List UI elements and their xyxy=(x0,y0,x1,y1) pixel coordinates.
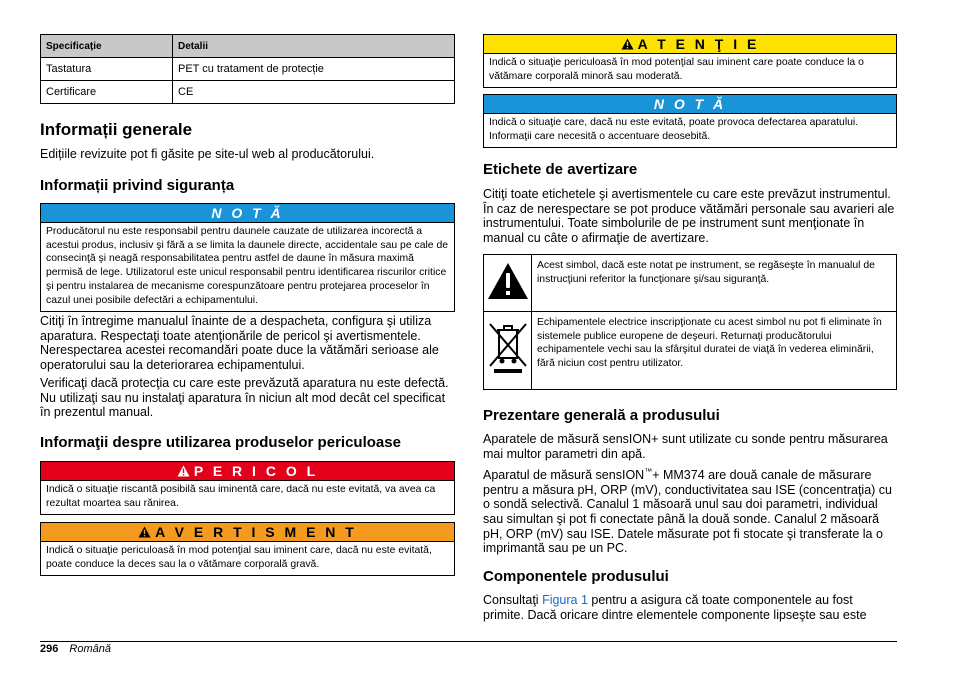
warning-triangle-icon xyxy=(487,262,529,300)
figure-link[interactable]: Figura 1 xyxy=(542,593,588,607)
avertisment-label: A V E R T I S M E N T xyxy=(155,524,357,540)
safety-paragraph: Verificaţi dacă protecţia cu care este prevăzută aparatura nu este defectă. Nu utilizaţi sau nu instalaţi aparatura în niciun alt mod decât cel specificat în prezentul manual. xyxy=(40,376,449,420)
page-footer xyxy=(40,643,111,655)
left-column xyxy=(40,34,455,634)
pericol-text: Indică o situaţie riscantă posibilă sau iminentă care, dacă nu este evitată, va avea ca rezultat moartea sau rănirea. xyxy=(46,484,436,509)
avertisment-box xyxy=(40,522,455,576)
footer-divider xyxy=(40,641,897,642)
spec-table-header xyxy=(41,35,455,58)
warning-triangle-icon xyxy=(138,526,151,538)
spec-cell: PET cu tratament de protecție xyxy=(173,58,455,81)
warning-triangle-icon xyxy=(621,38,634,50)
pericol-header xyxy=(41,462,454,481)
atentie-box xyxy=(483,34,897,88)
symbol-description: Echipamentele electrice inscripţionate cu acest simbol nu pot fi eliminate în sistemele publice europene de deşeuri. Returnaţi producătorului echipamentele vechi sau la sfârşitul duratei de viaţă în vederea eliminării, fără niciun cost pentru utilizator. xyxy=(532,312,897,390)
footer-language: Română xyxy=(69,643,111,655)
avertisment-text: Indică o situaţie periculoasă în mod potenţial sau iminent care, dacă nu este evitată, poate conduce la deces sau la o vătămare corporală gravă. xyxy=(46,545,432,570)
section-title-safety: Informații privind siguranța xyxy=(40,177,235,194)
nota-box xyxy=(483,94,897,148)
crossed-bin-icon xyxy=(488,322,528,374)
atentie-label: A T E N Ţ I E xyxy=(637,36,760,52)
nota-header: N O T Ă xyxy=(484,95,896,114)
page-number: 296 xyxy=(40,643,59,655)
nota-text: Indică o situaţie care, dacă nu este evitată, poate provoca defectarea aparatului. Informaţii care necesită o accentuare deosebită. xyxy=(489,117,859,142)
nota-text: Producătorul nu este responsabil pentru daunele cauzate de utilizarea incorectă a acestui produs, inclusiv şi fără a se limita la daunele directe, accidentale sau pe cale de consecinţă şi neagă responsabilitatea pentru astfel de daune în măsura maximă permisă de lege. Utilizatorul este unicul responsabil pentru identificarea riscurilor critice şi pentru instalarea de mecanisme corespunzătoare pentru protejarea proceselor în cazul unei posibile defectări a echipamentului. xyxy=(46,226,448,306)
right-column xyxy=(483,34,897,634)
section-title-components: Componentele produsului xyxy=(483,568,669,585)
nota-header: N O T Ă xyxy=(41,204,454,223)
spec-header-cell: Specificație xyxy=(41,35,173,58)
warning-triangle-icon xyxy=(177,465,190,477)
symbol-table xyxy=(483,254,897,390)
pericol-box xyxy=(40,461,455,515)
section-title-hazard: Informaţii despre utilizarea produselor periculoase xyxy=(40,434,401,451)
table-row xyxy=(484,255,897,312)
section-title-labels: Etichete de avertizare xyxy=(483,161,638,178)
section-title-overview: Prezentare generală a produsului xyxy=(483,407,720,424)
safety-paragraph: Citiţi în întregime manualul înainte de a despacheta, configura şi utiliza aparatura. Respectaţi toate atenţionările de pericol şi avertismentele. Nerespectarea acestei recomandări poate duce la vătămări serioase ale operatorului sau la deteriorarea echipamentului. xyxy=(40,314,439,372)
spec-cell: CE xyxy=(173,81,455,104)
spec-table xyxy=(40,34,455,104)
atentie-header xyxy=(484,35,896,54)
atentie-text: Indică o situaţie periculoasă în mod potenţial sau iminent care poate conduce la o vătămare corporală minoră sau moderată. xyxy=(489,57,864,82)
section-title-general: Informații generale xyxy=(40,120,193,139)
spec-header-cell: Detalii xyxy=(173,35,455,58)
symbol-description: Acest simbol, dacă este notat pe instrument, se regăseşte în manualul de instrucţiuni referitor la funcţionare şi/sau siguranţă. xyxy=(532,255,897,312)
labels-paragraph: Citiţi toate etichetele şi avertismentele cu care este prevăzut instrumentul. În caz de nerespectare se pot produce vătămări personale sau avarieri ale instrumentului. Toate simbolurile de pe instrument sunt menţionate în manual cu câte o afirmaţie de avertizare. xyxy=(483,187,895,245)
spec-cell: Certificare xyxy=(41,81,173,104)
components-paragraph: Consultaţi Figura 1 pentru a asigura că toate componentele au fost primite. Dacă oricare dintre elementele componente lipseşte sau este xyxy=(483,593,867,622)
pericol-label: P E R I C O L xyxy=(193,463,319,479)
table-row xyxy=(41,58,455,81)
avertisment-header xyxy=(41,523,454,542)
overview-paragraph: Aparatele de măsură sensION+ sunt utilizate cu sonde pentru măsurarea mai multor parametri din apă. xyxy=(483,432,888,461)
spec-cell: Tastatura xyxy=(41,58,173,81)
table-row xyxy=(484,312,897,390)
nota-box xyxy=(40,203,455,312)
table-row xyxy=(41,81,455,104)
general-intro: Edițiile revizuite pot fi găsite pe site-ul web al producătorului. xyxy=(40,147,375,161)
overview-paragraph: Aparatul de măsură sensION™+ MM374 are două canale de măsurare pentru a măsura pH, ORP (mV), conductivitatea sau ISE (concentraţia) cu o sondă selectivă. Canalul 1 măsoară unul sau doi parametri, individual sau simultan şi pot fi conectate până la două sonde. Canalul 2 măsoară pH, ORP (mV) sau ISE. Datele măsurate pot fi stocate şi transferate la o imprimantă sau pe un PC. xyxy=(483,467,892,556)
